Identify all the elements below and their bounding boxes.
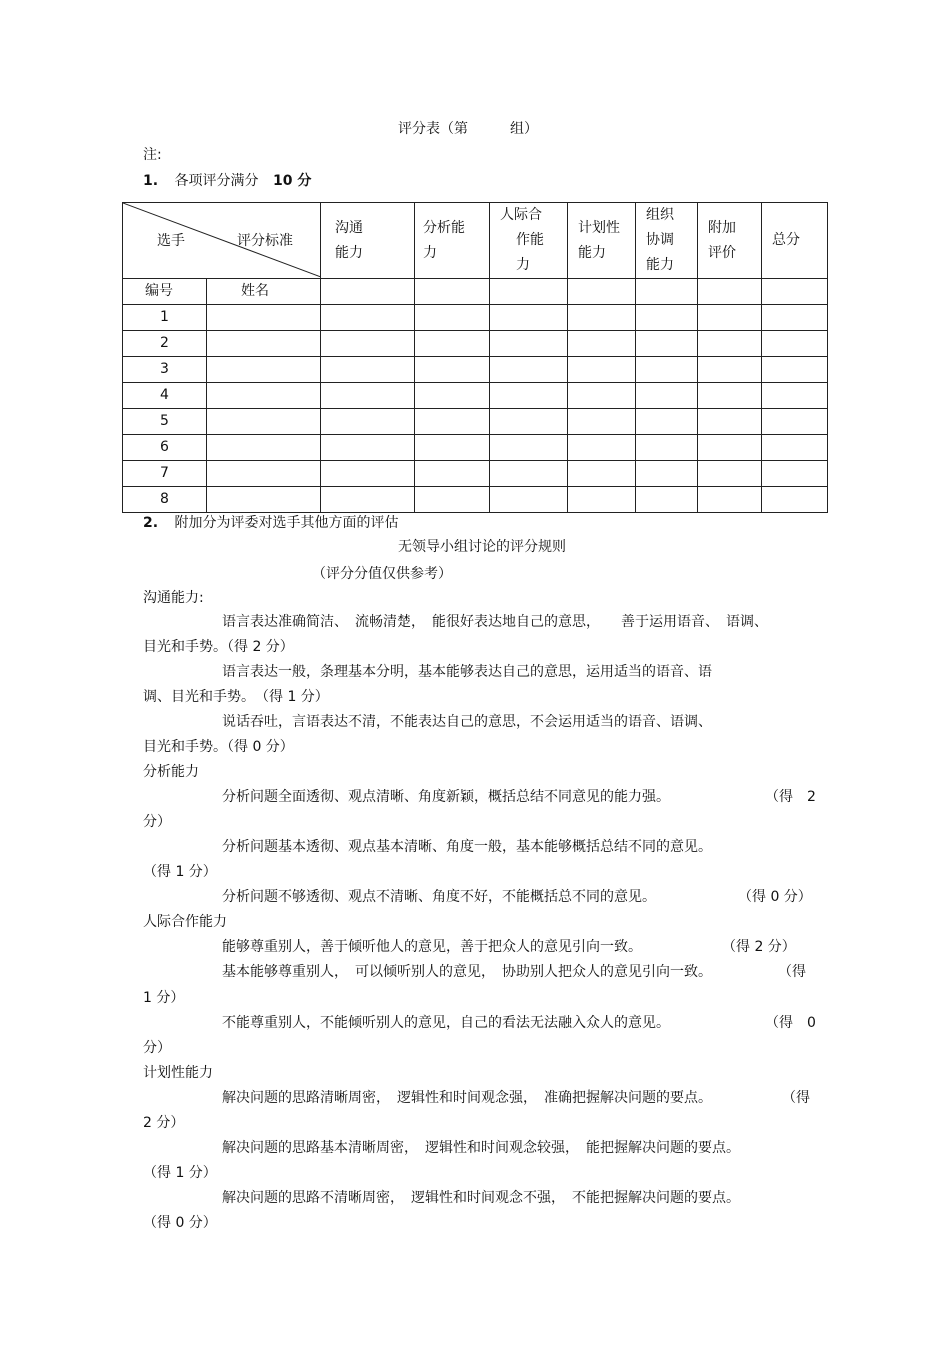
note-item-2-number: 2. [143, 515, 159, 531]
diagonal-header-cell [123, 203, 321, 279]
corner-label-criteria: 评分标准 [237, 233, 293, 249]
score-note: （得 2 分） [722, 939, 796, 955]
paragraph-line: 1 分） [143, 990, 185, 1006]
rules-subtitle: （评分分值仅供参考） [312, 566, 452, 582]
score-note: （得 2 [765, 789, 816, 805]
paragraph-line: （得 1 分） [143, 864, 217, 880]
paragraph-line: 语言表达一般，条理基本分明，基本能够表达自己的意思，运用适当的语音、语 [222, 664, 712, 680]
table-row: 7 [123, 461, 828, 487]
table-row: 8 [123, 487, 828, 513]
score-table [122, 202, 828, 513]
table-row: 4 [123, 383, 828, 409]
paragraph-line: 解决问题的思路不清晰周密， 逻辑性和时间观念不强， 不能把握解决问题的要点。 [222, 1190, 740, 1206]
paragraph-line: 不能尊重别人，不能倾听别人的意见，自己的看法无法融入众人的意见。 [222, 1015, 670, 1031]
score-note: （得 0 [765, 1015, 816, 1031]
table-subheader-row [123, 279, 828, 305]
paragraph-line: 分） [143, 814, 171, 830]
score-note: （得 [778, 964, 806, 980]
score-note: （得 0 分） [738, 889, 812, 905]
paragraph-line: 基本能够尊重别人， 可以倾听别人的意见， 协助别人把众人的意见引向一致。 [222, 964, 712, 980]
paragraph-line: 分） [143, 1040, 171, 1056]
page-title: 评分表（第 组） [398, 121, 538, 137]
table-row: 3 [123, 357, 828, 383]
paragraph-line: 解决问题的思路清晰周密， 逻辑性和时间观念强， 准确把握解决问题的要点。 [222, 1090, 712, 1106]
paragraph-line: 调、目光和手势。 （得 1 分） [143, 689, 329, 705]
paragraph-line: 分析问题基本透彻、观点基本清晰、角度一般，基本能够概括总结不同的意见。 [222, 839, 712, 855]
section-communication: 沟通能力: [143, 590, 204, 606]
table-row: 6 [123, 435, 828, 461]
col-name-header: 姓名 [207, 279, 321, 305]
paragraph-line: 说话吞吐，言语表达不清，不能表达自己的意思，不会运用适当的语音、语调、 [222, 714, 712, 730]
criterion-cooperation: 人际合 作能 力 [490, 203, 568, 279]
paragraph-line: 目光和手势。（得 0 分） [143, 739, 294, 755]
note-item-1-score: 10 分 [272, 173, 312, 189]
criterion-coordination: 组织 协调 能力 [636, 203, 698, 279]
note-label: 注: [143, 147, 162, 163]
note-item-2 [143, 514, 399, 532]
section-planning: 计划性能力 [143, 1065, 213, 1081]
paragraph-line: 目光和手势。（得 2 分） [143, 639, 294, 655]
col-number-header: 编号 [123, 279, 207, 305]
section-cooperation: 人际合作能力 [143, 914, 227, 930]
note-item-2-text: 附加分为评委对选手其他方面的评估 [174, 515, 399, 531]
criterion-planning: 计划性 能力 [568, 203, 636, 279]
criterion-analysis: 分析能 力 [415, 203, 490, 279]
criterion-communication: 沟通 能力 [321, 203, 415, 279]
paragraph-line: 分析问题不够透彻、观点不清晰、角度不好，不能概括总不同的意见。 [222, 889, 656, 905]
paragraph-line: 解决问题的思路基本清晰周密， 逻辑性和时间观念较强， 能把握解决问题的要点。 [222, 1140, 740, 1156]
rules-title: 无领导小组讨论的评分规则 [398, 539, 566, 555]
paragraph-line: （得 1 分） [143, 1165, 217, 1181]
table-row: 2 [123, 331, 828, 357]
criterion-total: 总分 [762, 203, 828, 279]
section-analysis: 分析能力 [143, 764, 199, 780]
table-header-row [123, 203, 828, 279]
table-row: 1 [123, 305, 828, 331]
criterion-extra: 附加 评价 [698, 203, 762, 279]
paragraph-line: 能够尊重别人，善于倾听他人的意见，善于把众人的意见引向一致。 [222, 939, 642, 955]
note-item-1 [143, 172, 311, 190]
table-row: 5 [123, 409, 828, 435]
note-item-1-number: 1. [143, 173, 159, 189]
paragraph-line: 分析问题全面透彻、观点清晰、角度新颖，概括总结不同意见的能力强。 [222, 789, 670, 805]
paragraph-line: 2 分） [143, 1115, 185, 1131]
paragraph-line: 语言表达准确简洁、 流畅清楚， 能很好表达地自己的意思， 善于运用语音、 语调、 [222, 614, 768, 630]
note-item-1-text: 各项评分满分 [174, 173, 259, 189]
score-note: （得 [782, 1090, 810, 1106]
corner-label-contestant: 选手 [157, 233, 185, 249]
paragraph-line: （得 0 分） [143, 1215, 217, 1231]
